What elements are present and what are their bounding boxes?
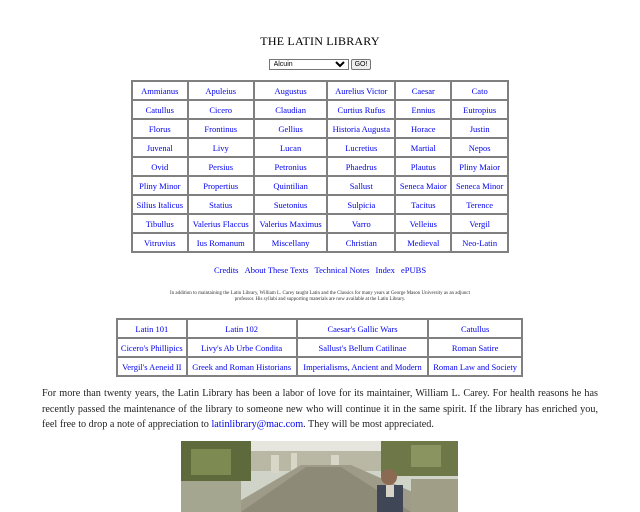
author-select[interactable]: [269, 59, 349, 70]
author-link[interactable]: Aurelius Victor: [327, 81, 395, 100]
author-link[interactable]: Quintilian: [254, 176, 327, 195]
author-row: [132, 81, 508, 100]
course-link[interactable]: Vergil's Aeneid II: [117, 357, 187, 376]
epubs-link[interactable]: ePUBS: [401, 265, 427, 275]
carey-note: In addition to maintaining the Latin Library, William L. Carey taught Latin and the Classics for many years at George Mason University as an adjunct professor. His syllabi and supporting materials are now available at the Latin Library.: [169, 291, 471, 302]
course-link[interactable]: Imperialisms, Ancient and Modern: [297, 357, 429, 376]
author-link[interactable]: Caesar: [395, 81, 451, 100]
author-link[interactable]: Eutropius: [451, 100, 508, 119]
author-link[interactable]: Valerius Flaccus: [188, 214, 254, 233]
authors-table: [131, 80, 509, 253]
author-link[interactable]: Historia Augusta: [327, 119, 395, 138]
go-button[interactable]: GO!: [351, 59, 372, 70]
course-link[interactable]: Cicero's Phillipics: [117, 338, 187, 357]
author-link[interactable]: Frontinus: [188, 119, 254, 138]
author-row: [132, 214, 508, 233]
author-link[interactable]: Gellius: [254, 119, 327, 138]
author-link[interactable]: Ammianus: [132, 81, 188, 100]
intro-text: For more than twenty years, the Latin Library has been a labor of love for its maintainer, William L. Carey. For health reasons he has recently passed the maintenance of the library to someone new who will continue it in the same spirit. If the library has enriched you, feel free to drop a note of appreciation to: [42, 388, 598, 430]
author-link[interactable]: Cato: [451, 81, 508, 100]
course-row: [117, 357, 522, 376]
author-link[interactable]: Lucretius: [327, 138, 395, 157]
author-link[interactable]: Apuleius: [188, 81, 254, 100]
author-link[interactable]: Horace: [395, 119, 451, 138]
author-link[interactable]: Martial: [395, 138, 451, 157]
author-link[interactable]: Ovid: [132, 157, 188, 176]
author-link[interactable]: Florus: [132, 119, 188, 138]
author-link[interactable]: Ennius: [395, 100, 451, 119]
author-link[interactable]: Varro: [327, 214, 395, 233]
author-row: [132, 119, 508, 138]
author-link[interactable]: Nepos: [451, 138, 508, 157]
author-link[interactable]: Miscellany: [254, 233, 327, 252]
author-link[interactable]: Statius: [188, 195, 254, 214]
page-title: THE LATIN LIBRARY: [260, 34, 380, 48]
courses-table: [116, 318, 523, 377]
course-link[interactable]: Greek and Roman Historians: [187, 357, 297, 376]
author-link[interactable]: Augustus: [254, 81, 327, 100]
credits-link[interactable]: Credits: [213, 265, 239, 275]
technical-notes-link[interactable]: Technical Notes: [314, 265, 370, 275]
author-link[interactable]: Medieval: [395, 233, 451, 252]
course-link[interactable]: Latin 102: [187, 319, 297, 338]
course-link[interactable]: Roman Satire: [428, 338, 522, 357]
author-link[interactable]: Silius Italicus: [132, 195, 188, 214]
email-link[interactable]: latinlibrary@mac.com: [211, 419, 304, 430]
author-link[interactable]: Claudian: [254, 100, 327, 119]
author-link[interactable]: Plautus: [395, 157, 451, 176]
course-link[interactable]: Caesar's Gallic Wars: [297, 319, 429, 338]
author-link[interactable]: Justin: [451, 119, 508, 138]
author-link[interactable]: Pliny Minor: [132, 176, 188, 195]
author-link[interactable]: Persius: [188, 157, 254, 176]
index-link[interactable]: Index: [375, 265, 395, 275]
author-link[interactable]: Neo-Latin: [451, 233, 508, 252]
author-link[interactable]: Tibullus: [132, 214, 188, 233]
author-link[interactable]: Seneca Maior: [395, 176, 451, 195]
author-row: [132, 195, 508, 214]
course-link[interactable]: Catullus: [428, 319, 522, 338]
intro-paragraph: [42, 386, 598, 433]
author-link[interactable]: Christian: [327, 233, 395, 252]
author-link[interactable]: Curtius Rufus: [327, 100, 395, 119]
course-link[interactable]: Sallust's Bellum Catilinae: [297, 338, 429, 357]
author-link[interactable]: Tacitus: [395, 195, 451, 214]
author-link[interactable]: Ius Romanum: [188, 233, 254, 252]
author-link[interactable]: Valerius Maximus: [254, 214, 327, 233]
author-row: [132, 100, 508, 119]
author-link[interactable]: Propertius: [188, 176, 254, 195]
course-link[interactable]: Livy's Ab Urbe Condita: [187, 338, 297, 357]
author-link[interactable]: Vitruvius: [132, 233, 188, 252]
author-link[interactable]: Suetonius: [254, 195, 327, 214]
about-texts-link[interactable]: About These Texts: [244, 265, 309, 275]
author-link[interactable]: Seneca Minor: [451, 176, 508, 195]
intro-text-end: . They will be most appreciated.: [303, 419, 434, 430]
course-row: [117, 319, 522, 338]
forum-photo-image: [181, 441, 458, 512]
author-link[interactable]: Pliny Maior: [451, 157, 508, 176]
author-row: [132, 138, 508, 157]
author-row: [132, 233, 508, 252]
author-link[interactable]: Phaedrus: [327, 157, 395, 176]
author-link[interactable]: Lucan: [254, 138, 327, 157]
course-link[interactable]: Latin 101: [117, 319, 187, 338]
course-row: [117, 338, 522, 357]
author-link[interactable]: Sulpicia: [327, 195, 395, 214]
author-link[interactable]: Terence: [451, 195, 508, 214]
author-link[interactable]: Sallust: [327, 176, 395, 195]
author-selector-form: [0, 59, 640, 70]
course-link[interactable]: Roman Law and Society: [428, 357, 522, 376]
author-link[interactable]: Velleius: [395, 214, 451, 233]
author-row: [132, 176, 508, 195]
author-row: [132, 157, 508, 176]
author-link[interactable]: Petronius: [254, 157, 327, 176]
forum-photo: [181, 441, 458, 512]
author-link[interactable]: Livy: [188, 138, 254, 157]
author-link[interactable]: Cicero: [188, 100, 254, 119]
footer-links: [0, 265, 640, 275]
author-link[interactable]: Catullus: [132, 100, 188, 119]
author-link[interactable]: Juvenal: [132, 138, 188, 157]
author-link[interactable]: Vergil: [451, 214, 508, 233]
